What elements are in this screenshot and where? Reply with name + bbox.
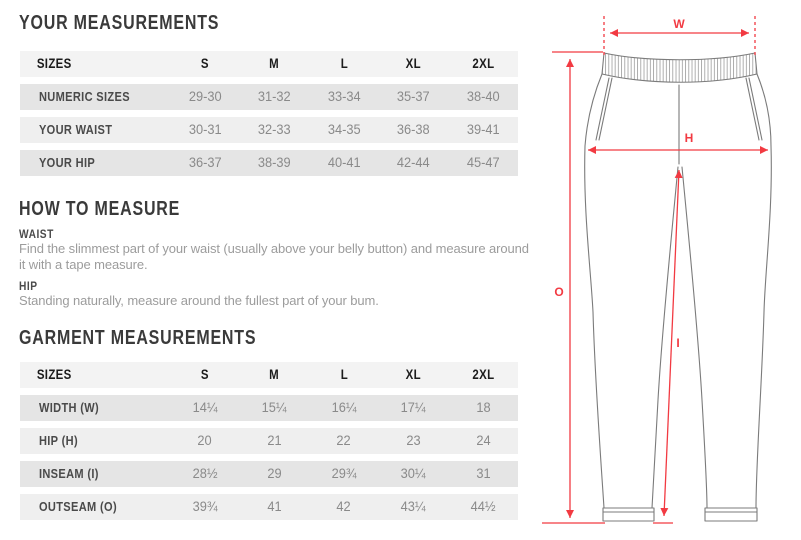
cell-value: 32-33: [257, 122, 291, 137]
table-row: [20, 84, 518, 110]
cell-value: 29¾: [331, 466, 357, 481]
table-row: [20, 428, 518, 454]
right-pocket: [746, 78, 762, 140]
cell-value: 21: [267, 433, 282, 448]
waist-instructions: Find the slimmest part of your waist (usually above your belly button) and measure around it with a tape measure.: [19, 241, 529, 272]
cell-value: 38-39: [257, 155, 291, 170]
cell-value: 15¼: [261, 400, 287, 415]
table-header-row: [20, 362, 518, 388]
cell-value: 18: [476, 400, 491, 415]
cell-value: 36-38: [397, 122, 430, 137]
table-row: [20, 461, 518, 487]
right-cuff: [705, 508, 757, 521]
cell-value: 30¼: [401, 466, 427, 481]
waistband: [602, 53, 757, 82]
cell-value: 38-40: [466, 89, 500, 104]
cell-value: 28½: [192, 466, 218, 481]
cell-value: 45-47: [466, 155, 500, 170]
cell-value: 44½: [470, 499, 496, 514]
cell-value: 31-32: [257, 89, 291, 104]
garment-measurements-table: [20, 362, 518, 527]
header-size-s: S: [200, 55, 209, 71]
header-size-xl: XL: [405, 55, 422, 71]
table-header-row: [20, 51, 518, 77]
cell-value: 39¾: [192, 499, 218, 514]
header-sizes: SIZES: [36, 55, 72, 71]
header-size-l: L: [340, 55, 348, 71]
garment-diagram: [531, 0, 801, 540]
cell-value: 23: [406, 433, 421, 448]
hip-subheading: HIP: [19, 279, 38, 293]
your-measurements-title: YOUR MEASUREMENTS: [19, 12, 220, 34]
cell-value: 20: [197, 433, 212, 448]
left-inner-seam: [652, 167, 678, 508]
cell-value: 43¼: [401, 499, 427, 514]
cell-value: 42-44: [397, 155, 430, 170]
cell-value: 22: [336, 433, 352, 448]
header-size-l: L: [340, 366, 348, 382]
waist-subheading: WAIST: [19, 227, 54, 241]
header-size-2xl: 2XL: [472, 55, 495, 71]
cell-value: 34-35: [327, 122, 361, 137]
left-outer-seam: [585, 74, 604, 508]
header-sizes: SIZES: [36, 366, 72, 382]
hip-instructions: Standing naturally, measure around the fullest part of your bum.: [19, 293, 379, 308]
header-size-m: M: [269, 366, 280, 382]
row-label: INSEAM (I): [38, 466, 99, 481]
row-label: OUTSEAM (O): [38, 499, 117, 514]
right-inner-seam: [682, 167, 707, 508]
left-pocket: [596, 78, 612, 140]
cell-value: 33-34: [327, 89, 361, 104]
left-cuff: [603, 508, 654, 521]
how-to-measure-title: HOW TO MEASURE: [19, 198, 181, 220]
cell-value: 29-30: [188, 89, 222, 104]
cell-value: 30-31: [188, 122, 222, 137]
cell-value: 16¼: [331, 400, 357, 415]
header-size-s: S: [200, 366, 209, 382]
table-row: [20, 117, 518, 143]
hip-label: H: [684, 131, 694, 145]
outseam-label: O: [554, 285, 564, 299]
cell-value: 39-41: [466, 122, 500, 137]
row-label: WIDTH (W): [38, 400, 100, 415]
table-row: [20, 150, 518, 176]
row-label: YOUR HIP: [38, 155, 96, 170]
cell-value: 29: [267, 466, 282, 481]
cell-value: 36-37: [188, 155, 222, 170]
cell-value: 14¼: [192, 400, 218, 415]
width-label: W: [673, 17, 685, 31]
table-row: [20, 395, 518, 421]
cell-value: 17¼: [401, 400, 427, 415]
header-size-2xl: 2XL: [472, 366, 495, 382]
header-size-xl: XL: [405, 366, 422, 382]
inseam-label: I: [676, 336, 680, 350]
cell-value: 35-37: [397, 89, 430, 104]
cell-value: 41: [267, 499, 282, 514]
cell-value: 24: [476, 433, 491, 448]
pants-drawing: [585, 53, 772, 521]
row-label: HIP (H): [38, 433, 78, 448]
your-measurements-table: [20, 51, 518, 183]
header-size-m: M: [269, 55, 280, 71]
garment-measurements-title: GARMENT MEASUREMENTS: [19, 327, 257, 349]
cell-value: 40-41: [327, 155, 361, 170]
row-label: NUMERIC SIZES: [38, 89, 130, 104]
table-row: [20, 494, 518, 520]
cell-value: 31: [476, 466, 491, 481]
row-label: YOUR WAIST: [38, 122, 113, 137]
cell-value: 42: [336, 499, 352, 514]
